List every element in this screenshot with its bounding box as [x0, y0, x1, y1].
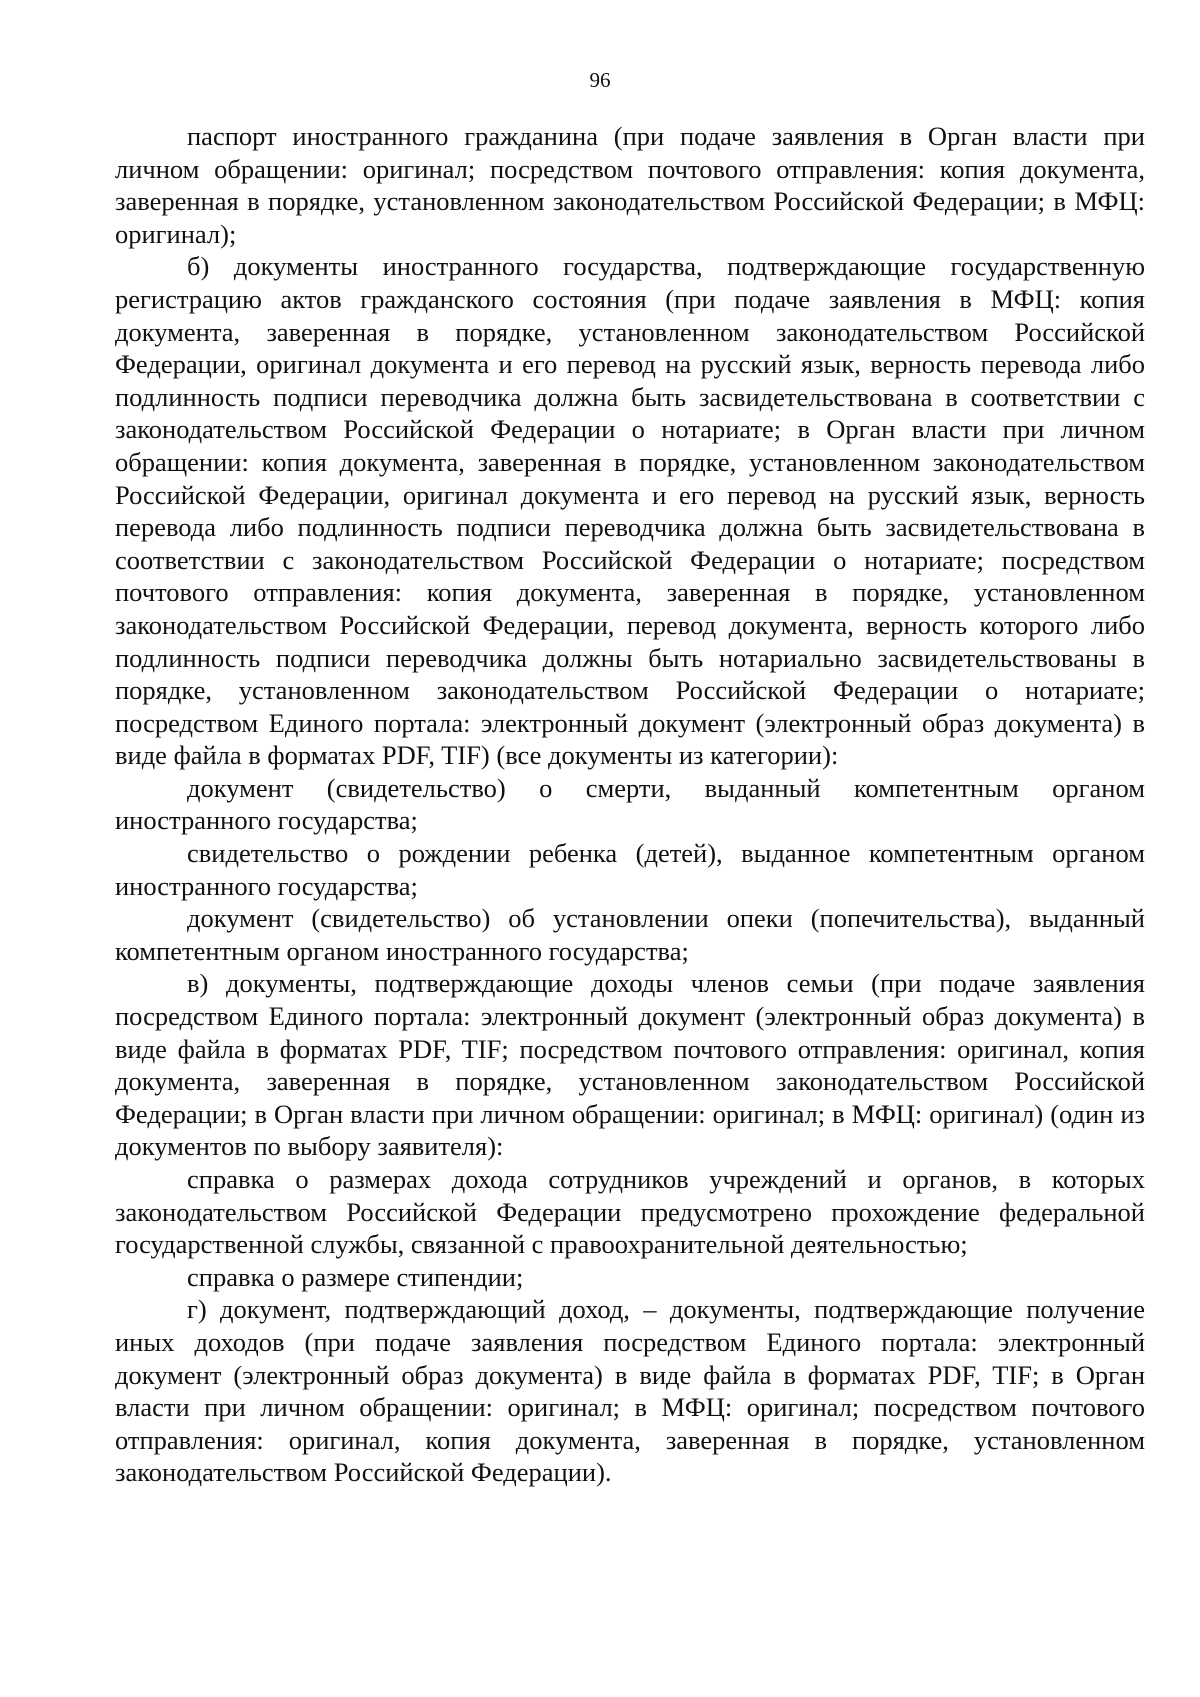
paragraph-guardianship-certificate: документ (свидетельство) об установлении опеки (попечительства), выданный компетентным органом иностранного государства; [115, 903, 1145, 966]
document-body [115, 120, 1145, 1489]
paragraph-death-certificate: документ (свидетельство) о смерти, выданный компетентным органом иностранного государства; [115, 772, 1145, 836]
paragraph-stipend-certificate: справка о размере стипендии; [187, 1261, 524, 1292]
paragraph-item-b: б) документы иностранного государства, подтверждающие государственную регистрацию актов гражданского состояния (при подаче заявления в МФЦ: копия документа, заверенная в порядке, установленном законодательством Российской Федерации, оригинал документа и его перевод на русский язык, верность перевода либо подлинность подписи переводчика должна быть засвидетельствована в соответствии с законодательством Российской Федерации о нотариате; в Орган власти при личном обращении: копия документа, заверенная в порядке, установленном законодательством Российской Федерации, оригинал документа и его перевод на русский язык, верность перевода либо подлинность подписи переводчика должна быть засвидетельствована в соответствии с законодательством Российской Федерации о нотариате; посредством почтового отправления: копия документа, заверенная в порядке, установленном законодательством Российской Федерации, перевод документа, верность которого либо подлинность подписи переводчика должны быть нотариально засвидетельствованы в порядке, установленном законодательством Российской Федерации о нотариате; посредством Единого портала: электронный документ (электронный образ документа) в виде файла в форматах PDF, TIF) (все документы из категории): [115, 251, 1145, 771]
paragraph-birth-certificate: свидетельство о рождении ребенка (детей), выданное компетентным органом иностранного государства; [115, 838, 1145, 901]
paragraph-income-certificate: справка о размерах дохода сотрудников учреждений и органов, в которых законодательством Российской Федерации предусмотрено прохождение федеральной государственной службы, связанной с правоохранительной деятельностью; [115, 1164, 1145, 1260]
paragraph-item-v: в) документы, подтверждающие доходы членов семьи (при подаче заявления посредством Единого портала: электронный документ (электронный образ документа) в виде файла в форматах PDF, TIF; посредством почтового отправления: оригинал, копия документа, заверенная в порядке, установленном законодательством Российской Федерации; в Орган власти при личном обращении: оригинал; в МФЦ: оригинал) (один из документов по выбору заявителя): [115, 968, 1145, 1162]
paragraph-foreign-passport: паспорт иностранного гражданина (при подаче заявления в Орган власти при личном обращении: оригинал; посредством почтового отправления: копия документа, заверенная в порядке, установленном законодательством Российской Федерации; в МФЦ: оригинал); [115, 121, 1145, 249]
paragraph-item-g: г) документ, подтверждающий доход, – документы, подтверждающие получение иных доходов (при подаче заявления посредством Единого портала: электронный документ (электронный образ документа) в виде файла в форматах PDF, TIF; в Орган власти при личном обращении: оригинал; в МФЦ: оригинал; посредством почтового отправления: оригинал, копия документа, заверенная в порядке, установленном законодательством Российской Федерации). [115, 1294, 1145, 1488]
page-number: 96 [589, 68, 611, 92]
